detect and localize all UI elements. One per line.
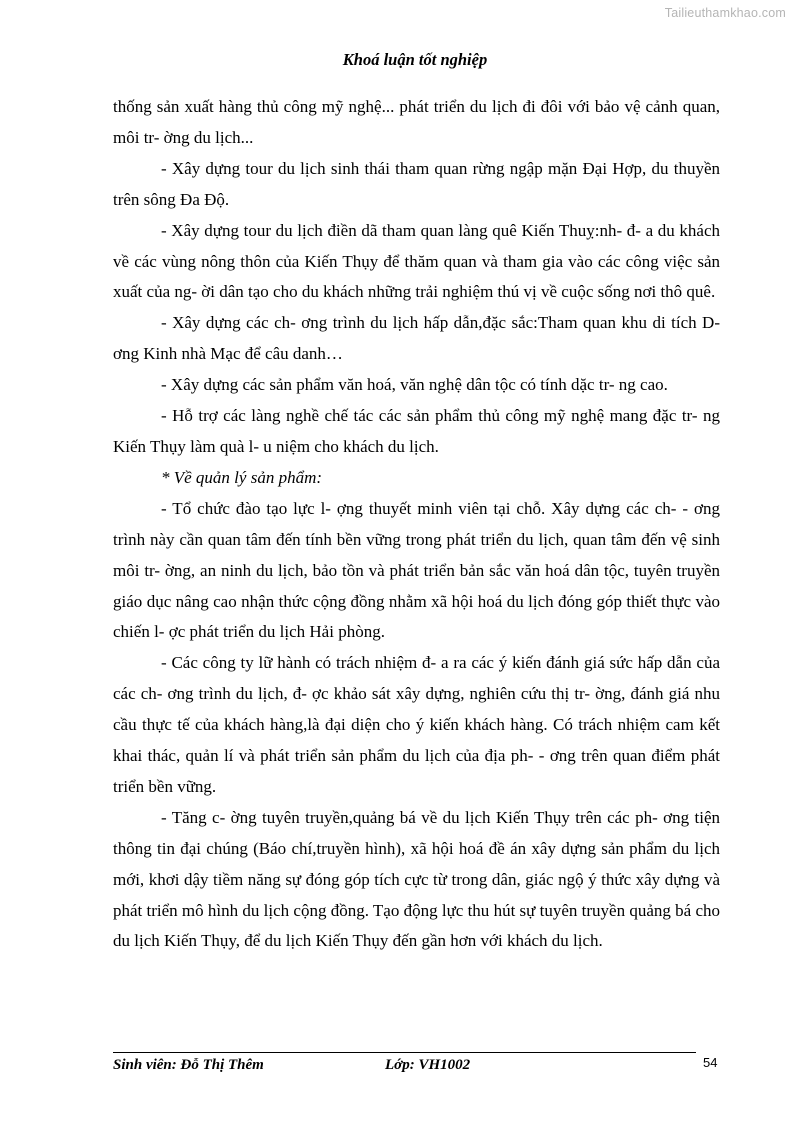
- paragraph-travel-companies: - Các công ty lữ hành có trách nhiệm đ- a ra các ý kiến đánh giá sức hấp dẫn của các ch- ơng trình du lịch, đ- ợc khảo sát xây dựng, nghiên cứu thị tr- ờng, đánh giá nhu cầu thực tế của khách hàng,là đại diện cho ý kiến khách hàng. Có trách nhiệm cam kết khai thác, quản lí và phát triển sản phẩm du lịch của địa ph- - ơng trên quan điểm phát triển bền vững.: [113, 653, 720, 796]
- section-heading-product-management: * Về quản lý sản phẩm:: [161, 467, 323, 487]
- watermark: Tailieuthamkhao.com: [664, 6, 786, 20]
- paragraph-eco-tour: - Xây dựng tour du lịch sinh thái tham quan rừng ngập mặn Đại Hợp, du thuyền trên sông Đa Độ.: [113, 158, 720, 209]
- paragraph-field-tour: - Xây dựng tour du lịch điền dã tham quan làng quê Kiến Thuỵ:nh- đ- a du khách về các vùng nông thôn của Kiến Thụy để thăm quan và tham gia vào các công việc sản xuất của ng- ời dân tạo cho du khách những trải nghiệm thú vị về cuộc sống nơi thô quê.: [113, 220, 720, 302]
- footer-divider: [113, 1052, 696, 1053]
- page-header-title: Khoá luận tốt nghiệp: [342, 50, 488, 69]
- footer-student-name: Sinh viên: Đỗ Thị Thêm: [113, 1057, 264, 1073]
- footer-class: Lớp: VH1002: [385, 1057, 471, 1073]
- page-number: 54: [703, 1055, 718, 1070]
- document-body: [113, 92, 720, 957]
- paragraph-continuation: thống sản xuất hàng thủ công mỹ nghệ... phát triển du lịch đi đôi với bảo vệ cảnh quan, môi tr- ờng du lịch...: [113, 97, 720, 147]
- paragraph-promotion: - Tăng c- ờng tuyên truyền,quảng bá về du lịch Kiến Thụy trên các ph- ơng tiện thông tin đại chúng (Báo chí,truyền hình), xã hội hoá đề án xây dựng sản phẩm du lịch mới, khơi dậy tiềm năng sự đóng góp tích cực từ trong dân, giác ngộ ý thức xây dựng và phát triển mô hình du lịch cộng đồng. Tạo động lực thu hút sự tuyên truyền quảng bá cho du lịch Kiến Thụy, để du lịch Kiến Thụy đến gần hơn với khách du lịch.: [113, 807, 720, 951]
- paragraph-craft-villages: - Hỗ trợ các làng nghề chế tác các sản phẩm thủ công mỹ nghệ mang đặc tr- ng Kiến Thụy làm quà l- u niệm cho khách du lịch.: [113, 406, 720, 456]
- paragraph-programs: - Xây dựng các ch- ơng trình du lịch hấp dẫn,đặc sắc:Tham quan khu di tích D- ơng Kinh nhà Mạc để câu danh…: [113, 313, 720, 364]
- paragraph-guide-training: - Tổ chức đào tạo lực l- ợng thuyết minh viên tại chỗ. Xây dựng các ch- - ơng trình này cần quan tâm đến tính bền vững trong phát triển du lịch, quan tâm đến vệ sinh môi tr- ờng, an ninh du lịch, bảo tồn và phát triển bản sắc văn hoá dân tộc, tuyên truyền giáo dục nâng cao nhận thức cộng đồng nhằm xã hội hoá du lịch đóng góp thiết thực vào chiến l- ợc phát triển du lịch Hải phòng.: [113, 498, 720, 642]
- paragraph-cultural-products: - Xây dựng các sản phẩm văn hoá, văn nghệ dân tộc có tính dặc tr- ng cao.: [161, 375, 668, 395]
